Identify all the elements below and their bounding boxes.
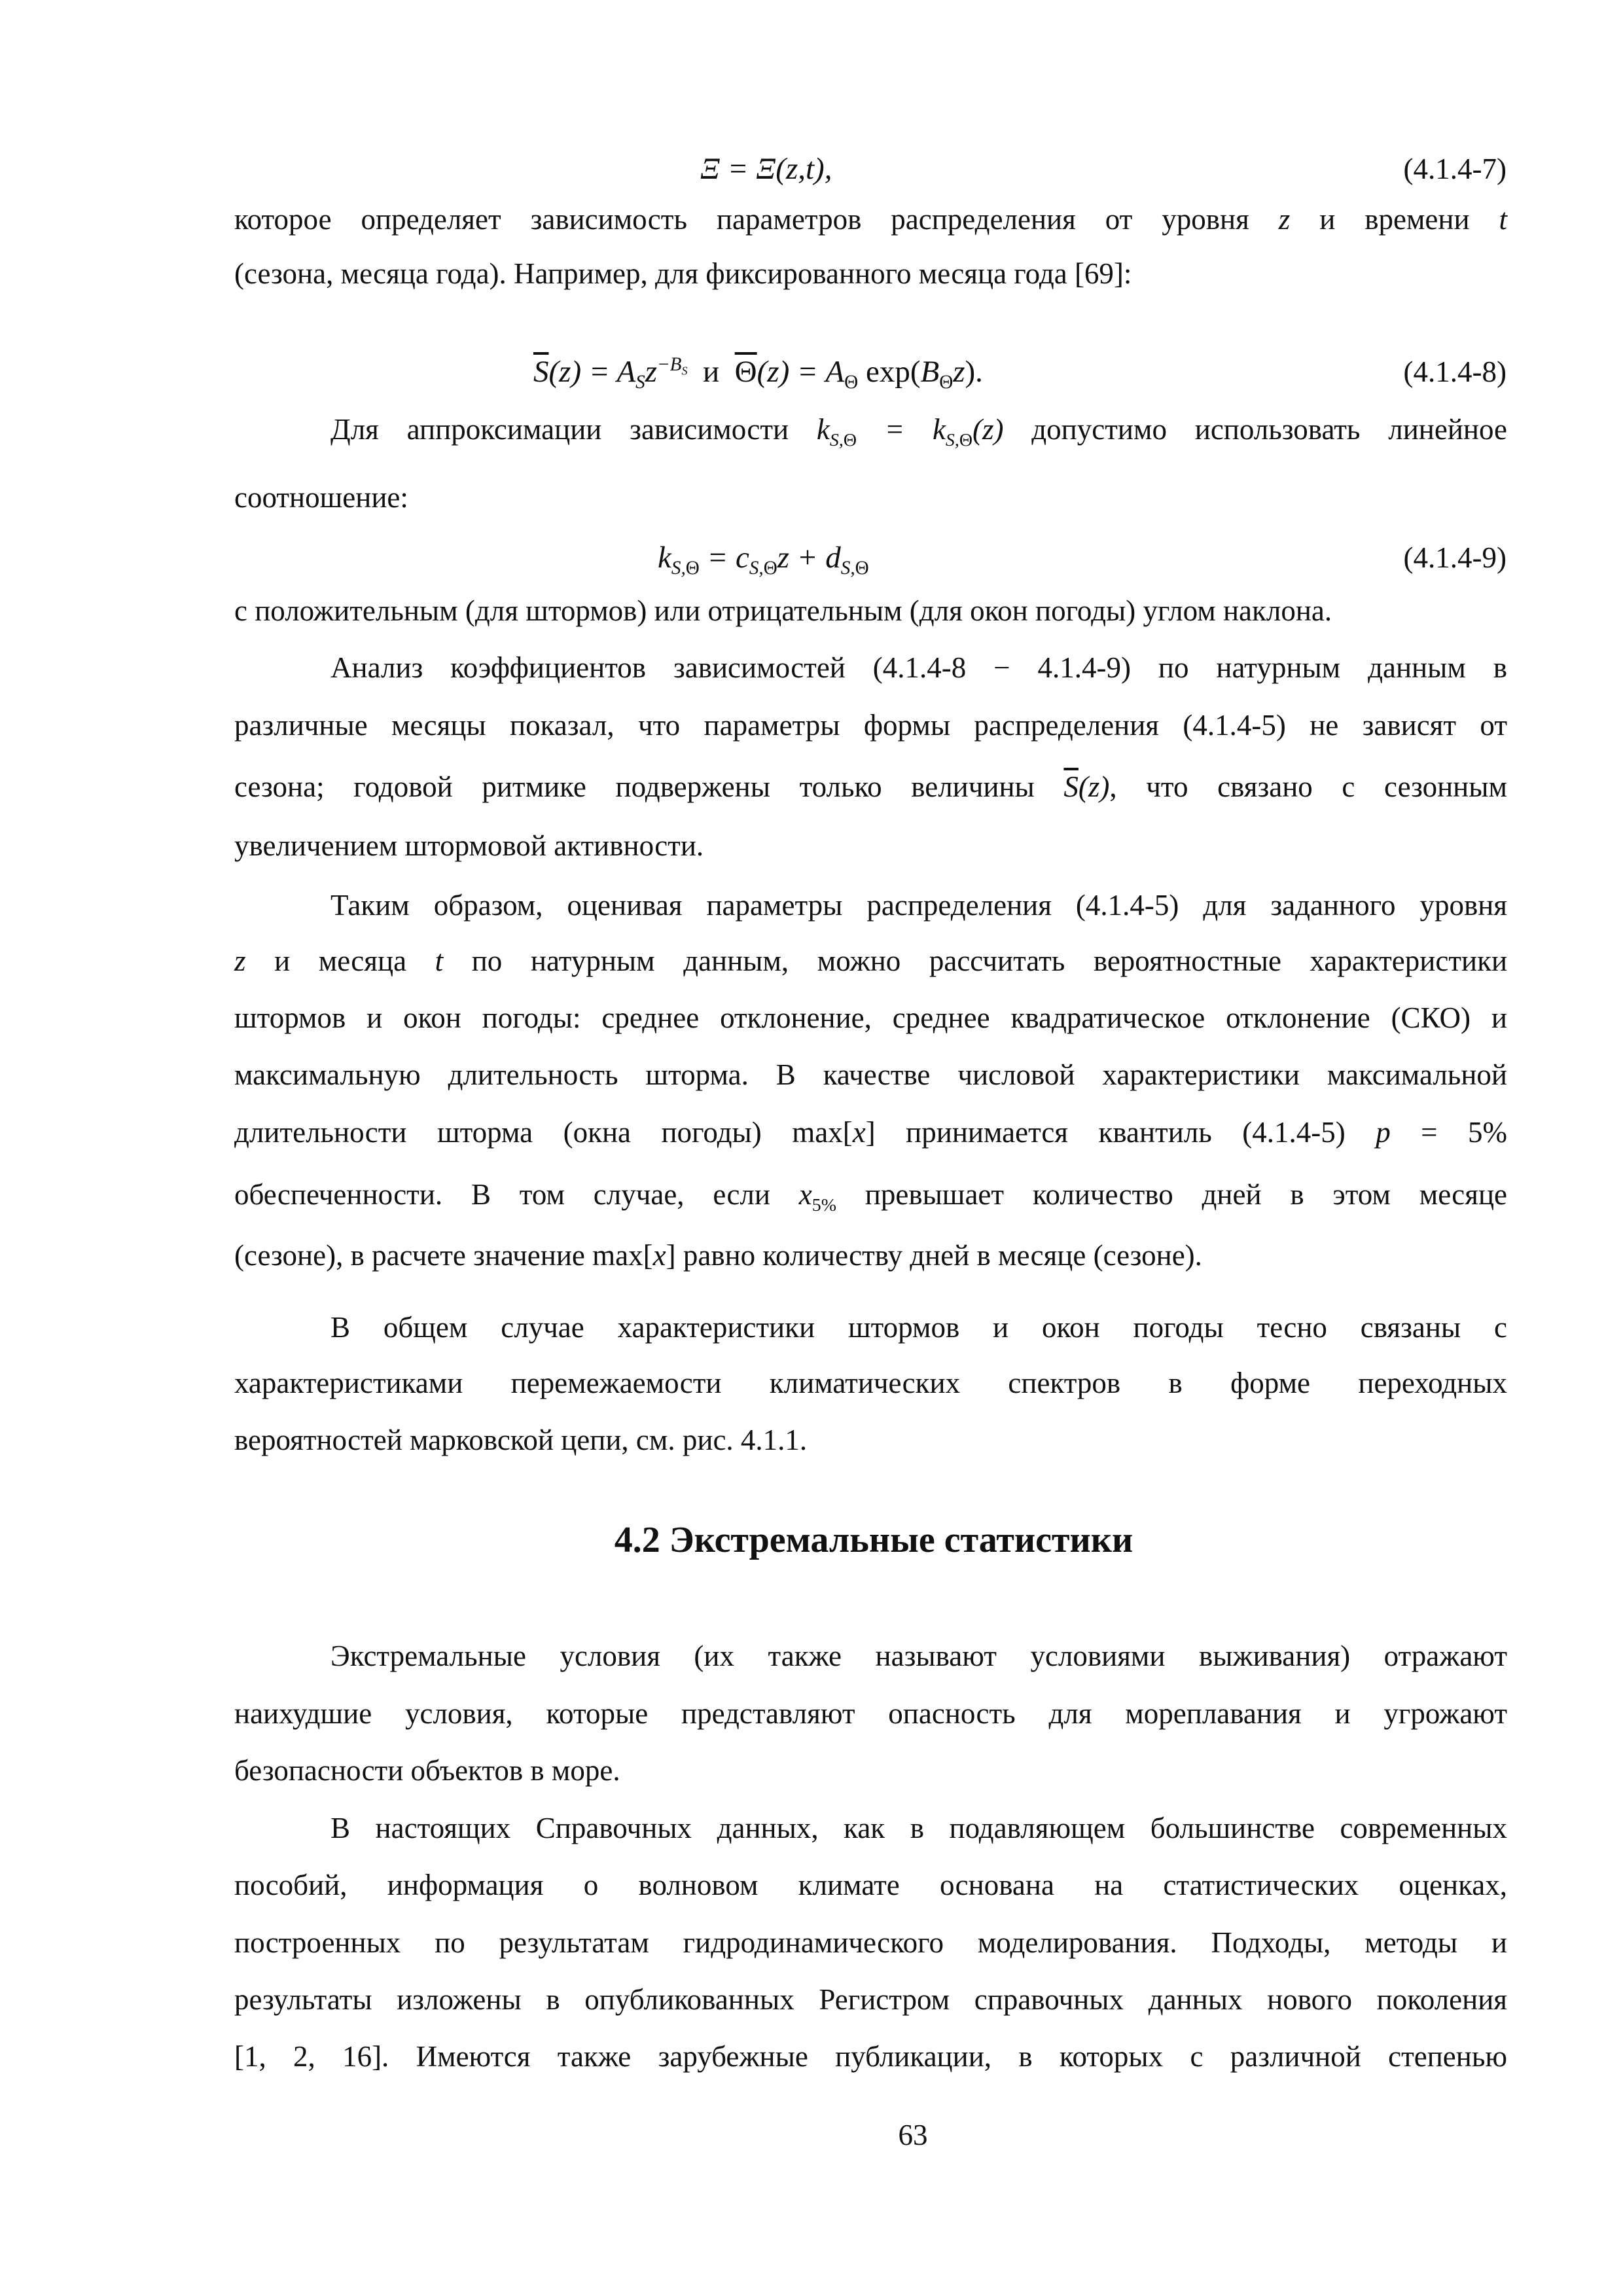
text-line: наихудшие условия, которые представляют опасность для мореплавания и угрожают [234, 1697, 1507, 1730]
text-line: характеристиками перемежаемости климатических спектров в форме переходных [234, 1367, 1507, 1399]
text-line: безопасности объектов в море. [234, 1754, 620, 1787]
text-line: [1, 2, 16]. Имеются также зарубежные публикации, в которых с различной степенью [234, 2040, 1507, 2073]
text-line: результаты изложены в опубликованных Регистром справочных данных нового поколения [234, 1983, 1507, 2016]
text-line: соотношение: [234, 481, 408, 514]
text-line: В настоящих Справочных данных, как в подавляющем большинстве современных [330, 1812, 1507, 1844]
equation-4-1-4-9: $k_{S,\Theta} = c_{S,\Theta}z + d_{S,\Theta}$ [658, 541, 869, 579]
equation-number: (4.1.4-7) [1403, 152, 1507, 185]
text-line: вероятностей марковской цепи, см. рис. 4.1.1. [234, 1424, 808, 1456]
text-line: с положительным (для штормов) или отрицательным (для окон погоды) углом наклона. [234, 594, 1332, 627]
section-heading: 4.2 Экстремальные статистики [614, 1520, 1133, 1560]
text-line: максимальную длительность шторма. В качестве числовой характеристики максимальной [234, 1058, 1507, 1091]
text-line: построенных по результатам гидродинамического моделирования. Подходы, методы и [234, 1926, 1507, 1959]
text-line: сезона; годовой ритмике подвержены только величины $\overline{S}(z)$, что связано с сезонным [234, 770, 1507, 803]
text-line: (сезона, месяца года). Например, для фиксированного месяца года [69]: [234, 257, 1132, 290]
text-line: Таким образом, оценивая параметры распределения (4.1.4-5) для заданного уровня [330, 889, 1507, 922]
text-line: различные месяцы показал, что параметры формы распределения (4.1.4-5) не зависят от [234, 709, 1507, 742]
equation-4-1-4-7: Ξ = Ξ(z,t), [700, 152, 832, 186]
text-line: обеспеченности. В том случае, если $x_{5\%}$ превышает количество дней в этом месяце [234, 1178, 1508, 1215]
text-line: Анализ коэффициентов зависимостей (4.1.4-8 − 4.1.4-9) по натурным данным в [330, 651, 1507, 684]
text-line: В общем случае характеристики штормов и окон погоды тесно связаны с [330, 1311, 1507, 1344]
text-line: Экстремальные условия (их также называют условиями выживания) отражают [330, 1640, 1507, 1672]
text-line: Для аппроксимации зависимости $k_{S,\Theta} = k_{S,\Theta}(z)$ допустимо использовать линейное [330, 413, 1508, 450]
text-line: увеличением штормовой активности. [234, 829, 704, 862]
equation-number: (4.1.4-9) [1403, 541, 1507, 574]
equation-number: (4.1.4-8) [1403, 355, 1507, 388]
equation-4-1-4-8: $\overline{S}(z) = A_Sz^{-B_S}$ и $\overline{\Theta}(z) = A_\Theta$ $\exp(B_\Theta z)$. [533, 353, 983, 393]
text-line: (сезоне), в расчете значение max[x] равно количеству дней в месяце (сезоне). [234, 1239, 1202, 1272]
text-line: длительности шторма (окна погоды) max[x] принимается квантиль (4.1.4-5) p = 5% [234, 1116, 1508, 1149]
text-line: z и месяца t по натурным данным, можно рассчитать вероятностные характеристики [234, 944, 1508, 977]
text-line: штормов и окон погоды: среднее отклонение, среднее квадратическое отклонение (СКО) и [234, 1001, 1507, 1034]
page-number: 63 [898, 2119, 928, 2151]
text-line: которое определяет зависимость параметров распределения от уровня z и времени t [234, 203, 1508, 236]
text-line: пособий, информация о волновом климате основана на статистических оценках, [234, 1869, 1507, 1901]
